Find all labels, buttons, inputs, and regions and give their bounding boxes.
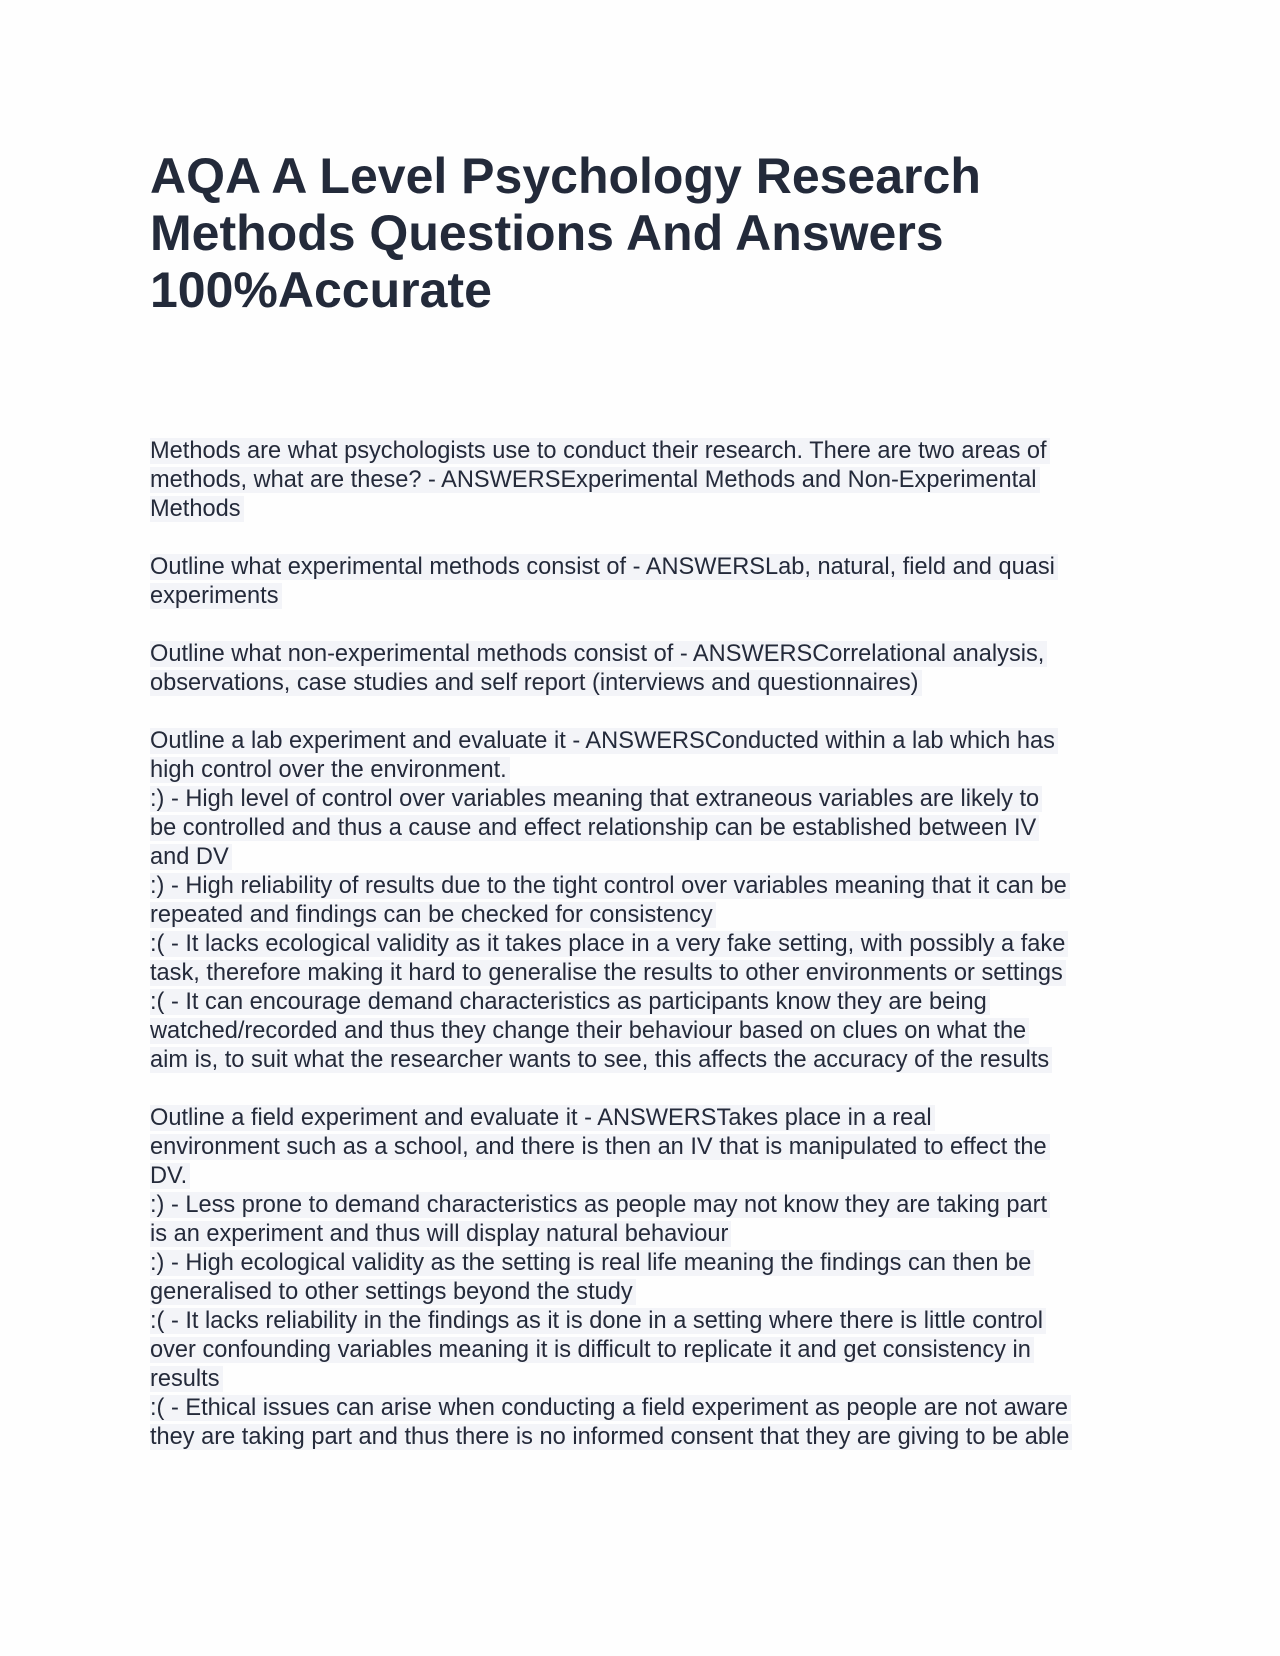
qa-line — [150, 1104, 1140, 1133]
qa-line-text: observations, case studies and self report (interviews and questionnaires) — [150, 670, 922, 696]
qa-line-text: DV. — [150, 1163, 190, 1189]
qa-line-text: Methods — [150, 496, 244, 522]
qa-line — [150, 959, 1140, 988]
qa-block — [150, 1104, 1140, 1452]
qa-line — [150, 727, 1140, 756]
qa-line-text: Outline a lab experiment and evaluate it - ANSWERSConducted within a lab which has — [150, 728, 1058, 754]
qa-line-text: Outline a field experiment and evaluate it - ANSWERSTakes place in a real — [150, 1105, 935, 1131]
qa-line — [150, 495, 1140, 524]
qa-line — [150, 1365, 1140, 1394]
qa-line — [150, 1220, 1140, 1249]
qa-line — [150, 640, 1140, 669]
document-body — [150, 437, 1140, 1481]
qa-line-text: :) - High level of control over variables meaning that extraneous variables are likely to — [150, 786, 1042, 812]
qa-line — [150, 843, 1140, 872]
qa-line-text: Methods are what psychologists use to conduct their research. There are two areas of — [150, 438, 1050, 464]
qa-line-text: is an experiment and thus will display natural behaviour — [150, 1221, 731, 1247]
qa-line — [150, 930, 1140, 959]
qa-line-text: :) - High ecological validity as the setting is real life meaning the findings can then be — [150, 1250, 1034, 1276]
qa-line — [150, 1017, 1140, 1046]
title-line: 100%Accurate — [150, 262, 492, 318]
qa-line-text: :( - Ethical issues can arise when conducting a field experiment as people are not aware — [150, 1395, 1071, 1421]
title-line: Methods Questions And Answers — [150, 205, 944, 261]
qa-line — [150, 756, 1140, 785]
qa-line — [150, 553, 1140, 582]
qa-line — [150, 1394, 1140, 1423]
qa-line — [150, 1162, 1140, 1191]
qa-line-text: :( - It lacks ecological validity as it takes place in a very fake setting, with possibly a fake — [150, 931, 1068, 957]
qa-line-text: aim is, to suit what the researcher wants to see, this affects the accuracy of the results — [150, 1047, 1052, 1073]
qa-line — [150, 901, 1140, 930]
qa-line-text: be controlled and thus a cause and effect relationship can be established between IV — [150, 815, 1039, 841]
qa-line-text: and DV — [150, 844, 232, 870]
qa-line-text: Outline what non-experimental methods consist of - ANSWERSCorrelational analysis, — [150, 641, 1047, 667]
qa-line — [150, 1133, 1140, 1162]
qa-line — [150, 1191, 1140, 1220]
qa-block — [150, 553, 1140, 611]
qa-line-text: high control over the environment. — [150, 757, 510, 783]
qa-block — [150, 727, 1140, 1075]
qa-line-text: methods, what are these? - ANSWERSExperimental Methods and Non-Experimental — [150, 467, 1040, 493]
qa-line-text: Outline what experimental methods consist of - ANSWERSLab, natural, field and quasi — [150, 554, 1058, 580]
qa-line-text: experiments — [150, 583, 282, 609]
qa-line — [150, 872, 1140, 901]
qa-line-text: environment such as a school, and there is then an IV that is manipulated to effect the — [150, 1134, 1050, 1160]
qa-line — [150, 437, 1140, 466]
document-title — [150, 148, 1150, 319]
qa-line — [150, 1336, 1140, 1365]
qa-line-text: they are taking part and thus there is no informed consent that they are giving to be able — [150, 1424, 1072, 1450]
title-line: AQA A Level Psychology Research — [150, 148, 981, 204]
qa-line — [150, 1307, 1140, 1336]
qa-line — [150, 1423, 1140, 1452]
qa-line — [150, 1278, 1140, 1307]
qa-line — [150, 466, 1140, 495]
qa-line — [150, 1249, 1140, 1278]
qa-line-text: :( - It can encourage demand characteristics as participants know they are being — [150, 989, 990, 1015]
qa-line — [150, 814, 1140, 843]
qa-line-text: over confounding variables meaning it is difficult to replicate it and get consistency in — [150, 1337, 1034, 1363]
qa-line-text: task, therefore making it hard to generalise the results to other environments or settings — [150, 960, 1066, 986]
qa-line — [150, 669, 1140, 698]
qa-line-text: watched/recorded and thus they change their behaviour based on clues on what the — [150, 1018, 1029, 1044]
qa-line-text: generalised to other settings beyond the study — [150, 1279, 636, 1305]
qa-block — [150, 640, 1140, 698]
qa-line-text: :( - It lacks reliability in the findings as it is done in a setting where there is little control — [150, 1308, 1046, 1334]
qa-line — [150, 582, 1140, 611]
qa-line — [150, 1046, 1140, 1075]
qa-line-text: repeated and findings can be checked for consistency — [150, 902, 716, 928]
qa-line — [150, 785, 1140, 814]
qa-line-text: results — [150, 1366, 223, 1392]
qa-line-text: :) - High reliability of results due to the tight control over variables meaning that it can be — [150, 873, 1070, 899]
qa-line-text: :) - Less prone to demand characteristics as people may not know they are taking part — [150, 1192, 1050, 1218]
qa-block — [150, 437, 1140, 524]
qa-line — [150, 988, 1140, 1017]
